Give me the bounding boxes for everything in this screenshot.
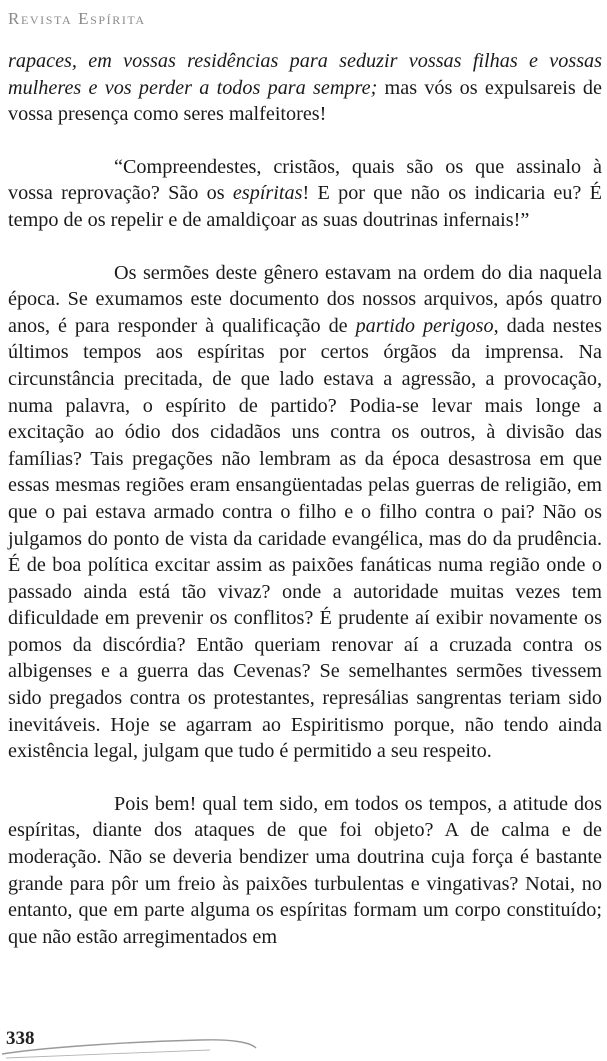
paragraph-3-italic: partido perigoso — [355, 314, 494, 337]
paragraph-3-text-b: , dada nestes últimos tempos aos espíritas por certos órgãos da imprensa. Na circunstância precitada, de que lado estava a agressão, a provocação, numa palavra, o espírito de partido? Podia-se levar mais longe a excitação ao ódio dos cidadãos uns contra os outros, à divisão das famílias? Tais pregações não lembram as da época desastrosa em que essas mesmas regiões eram ensangüentadas pelas guerras de religião, em que o pai estava armado contra o filho e o filho contra o pai? Não os julgamos do ponto de vista da caridade evangélica, mas do da prudência. É de boa política excitar assim as paixões fanáticas numa região onde o passado ainda está tão vivaz? onde a autoridade muitas vezes tem dificuldade em prevenir os conflitos? É prudente aí exibir novamente os pomos da discórdia? Então queriam renovar aí a cruzada contra os albigenses e a guerra das Cevenas? Se semelhantes sermões tivessem sido pregados contra os protestantes, represálias sangrentas teriam sido inevitáveis. Hoje se agarram ao Espiritismo porque, não tendo ainda existência legal, julgam que tudo é permitido a seu respeito. — [8, 314, 602, 763]
running-header: Revista Espírita — [8, 9, 146, 28]
paragraph-4 — [8, 791, 602, 951]
paragraph-4-text: Pois bem! qual tem sido, em todos os tempos, a atitude dos espíritas, diante dos ataques de que foi objeto? A de calma e de moderação. Não se deveria bendizer uma doutrina cuja força é bastante grande para pôr um freio às paixões turbulentas e vingativas? Notai, no entanto, que em parte alguma os espíritas formam um corpo constituído; que não estão arregimentados em — [8, 792, 602, 948]
paragraph-1-text: mas vós os expulsareis de vossa presença como seres malfeitores! — [8, 76, 602, 126]
footer-swash-ornament — [0, 1020, 260, 1060]
paragraph-1-italic: rapaces, em vossas residências para seduzir vossas filhas e vossas mulheres e vos perder a todos para sempre; — [8, 50, 602, 99]
paragraph-2-text-a: “Compreendestes, cristãos, quais são os que assinalo à vossa reprovação? São os — [8, 155, 602, 205]
page-body — [8, 48, 602, 950]
paragraph-2-text-b: ! E por que não os indicaria eu? É tempo de os repelir e de amaldiçoar as suas doutrinas infernais!” — [8, 182, 602, 231]
paragraph-1 — [8, 48, 602, 128]
paragraph-3 — [8, 260, 602, 765]
paragraph-3-text-a: Os sermões deste gênero estavam na ordem do dia naquela época. Se exumamos este documento dos nossos arquivos, após quatro anos, é para responder à qualificação de — [8, 261, 602, 337]
page-number: 338 — [6, 1028, 35, 1049]
paragraph-2-italic: espíritas — [232, 182, 303, 205]
paragraph-2 — [8, 154, 602, 234]
